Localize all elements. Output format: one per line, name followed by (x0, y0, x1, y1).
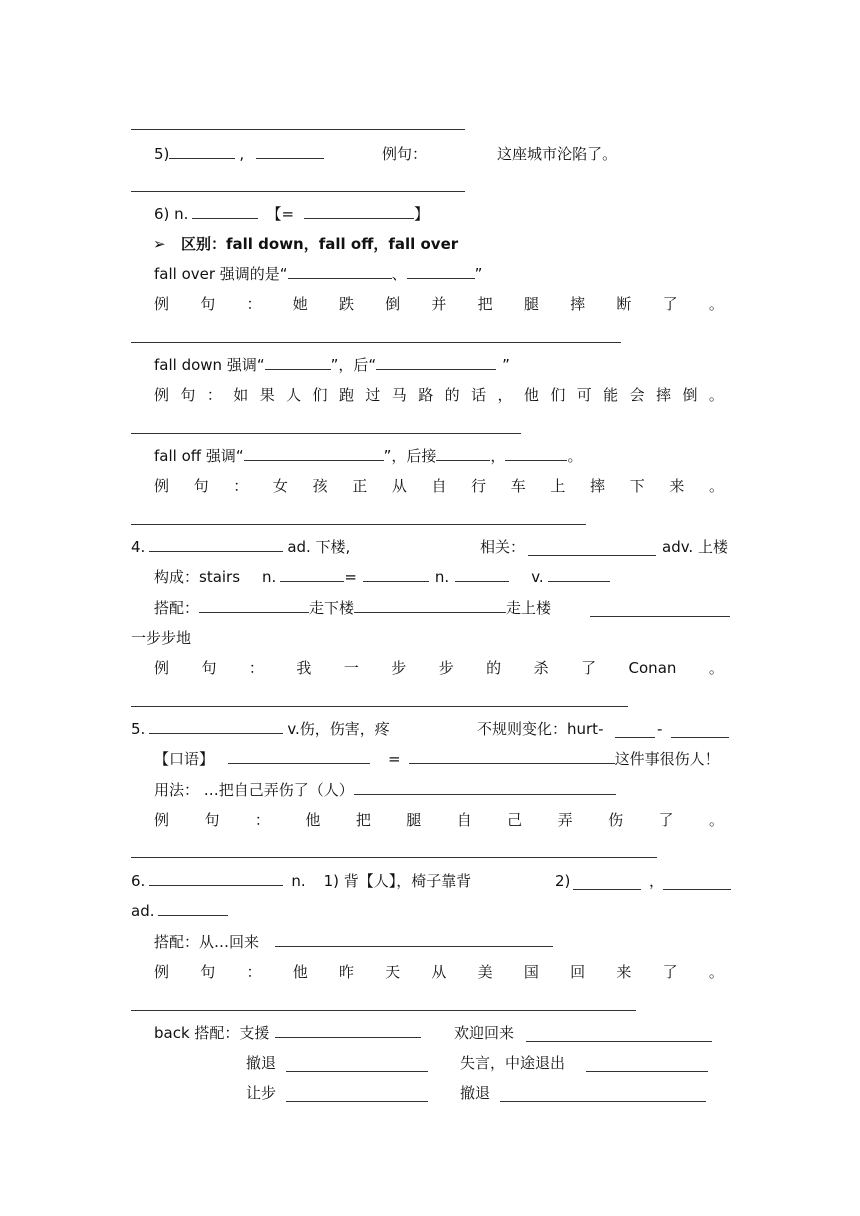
text-segment: 例 (154, 295, 170, 313)
answer-line (131, 191, 465, 192)
text-segment: = (388, 750, 401, 768)
blank[interactable] (586, 1057, 708, 1072)
text-segment: 例 (382, 145, 398, 163)
text-segment: 回 (570, 963, 586, 981)
fall-off-line (154, 446, 582, 466)
text-segment: ： (233, 477, 249, 495)
text-segment: 5. (131, 720, 146, 738)
question-6 (131, 871, 731, 891)
text-segment: n. (434, 568, 450, 586)
text-segment: 步 (391, 659, 407, 677)
answer-line (131, 857, 657, 858)
blank[interactable] (149, 537, 283, 552)
text-segment: 例 (154, 659, 170, 677)
text-segment: 行 (471, 477, 487, 495)
question-4-form (154, 567, 610, 587)
blank[interactable] (671, 723, 729, 738)
text-segment: 倒 (682, 386, 698, 404)
difference-heading (153, 234, 458, 254)
text-segment: ” (502, 356, 510, 374)
blank[interactable] (455, 567, 509, 582)
text-segment: ， (497, 386, 513, 404)
text-segment: 倒 (385, 295, 401, 313)
blank[interactable] (265, 355, 331, 370)
text-segment: 步 (438, 659, 454, 677)
blank[interactable] (407, 264, 475, 279)
text-segment: 欢迎回来 (454, 1024, 515, 1042)
blank[interactable] (286, 1057, 428, 1072)
text-segment: ： (248, 659, 264, 677)
answer-line (131, 524, 586, 525)
text-segment: 们 (550, 386, 566, 404)
text-segment: 上 (550, 477, 566, 495)
text-segment: 搭配： (154, 599, 200, 617)
text-segment: 一步步地 (131, 629, 192, 647)
example-line (154, 385, 724, 405)
text-segment: 自 (431, 477, 447, 495)
question-4-step (131, 628, 191, 648)
text-segment: adv. 上楼 (662, 538, 728, 556)
text-segment: v.伤，伤害，疼 (287, 720, 390, 738)
blank[interactable] (149, 719, 283, 734)
blank[interactable] (363, 567, 429, 582)
text-segment: 6) n. (154, 205, 189, 223)
text-segment: 座 (512, 145, 528, 163)
text-segment: 。 (708, 963, 724, 981)
blank[interactable] (500, 1087, 706, 1102)
text-segment: 句 (204, 811, 220, 829)
text-segment: 过 (365, 386, 381, 404)
item-6 (154, 204, 429, 224)
text-segment: 自 (456, 811, 472, 829)
blank[interactable] (280, 567, 344, 582)
question-4 (131, 537, 731, 557)
question-4-collocation (154, 598, 730, 618)
text-segment: ， (490, 447, 506, 465)
text-segment: 并 (431, 295, 447, 313)
text-segment: 1) 背【人】，椅子靠背 (323, 872, 472, 890)
text-segment: 。 (708, 295, 724, 313)
text-segment: 果 (259, 386, 275, 404)
text-segment: 孩 (312, 477, 328, 495)
text-segment: 例 (154, 963, 170, 981)
text-segment: 】 (414, 205, 430, 223)
text-segment: 他 (305, 811, 321, 829)
text-segment: 了 (658, 811, 674, 829)
text-segment: 从 (431, 963, 447, 981)
text-segment: 句 (201, 659, 217, 677)
blank[interactable] (354, 598, 506, 613)
blank[interactable] (526, 1027, 712, 1042)
blank[interactable] (590, 602, 730, 617)
text-segment: ad. 下楼, (287, 538, 351, 556)
item-5 (154, 144, 724, 164)
text-segment: 腿 (523, 295, 539, 313)
text-segment: 。 (708, 477, 724, 495)
text-segment: 了 (662, 295, 678, 313)
text-segment: - (657, 720, 663, 738)
answer-line (131, 433, 521, 434)
question-5-usage (154, 780, 616, 800)
text-segment: ” (474, 265, 483, 283)
example-label (382, 144, 462, 164)
text-segment: ”，后“ (330, 356, 377, 374)
text-segment: 摔 (590, 477, 606, 495)
text-segment: 伤 (608, 811, 624, 829)
answer-line (131, 129, 465, 130)
example-line (154, 294, 724, 314)
text-segment: 城 (527, 145, 543, 163)
text-segment: = (344, 568, 357, 586)
text-segment: 断 (616, 295, 632, 313)
text-segment: 构成：stairs (154, 568, 241, 586)
blank[interactable] (409, 749, 615, 764)
text-segment: 跌 (338, 295, 354, 313)
text-segment: 了 (587, 145, 603, 163)
example-sentence (497, 144, 724, 164)
blank[interactable] (354, 780, 616, 795)
blank[interactable] (304, 204, 414, 219)
text-segment: 句 (180, 386, 196, 404)
text-segment: 我 (296, 659, 312, 677)
text-segment: fall over 强调的是“ (154, 265, 288, 283)
text-segment: ： (412, 145, 428, 163)
blank[interactable] (275, 932, 553, 947)
blank[interactable] (169, 144, 235, 159)
blank[interactable] (548, 567, 610, 582)
blank[interactable] (505, 446, 567, 461)
text-segment: 例 (154, 386, 170, 404)
blank[interactable] (573, 875, 641, 890)
text-segment: 。 (708, 811, 724, 829)
example-line (154, 476, 724, 496)
text-segment: 腿 (406, 811, 422, 829)
question-6-ad (131, 901, 228, 921)
answer-line (131, 1010, 636, 1011)
text-segment: back 搭配：支援 (154, 1024, 270, 1042)
example-line (154, 962, 724, 982)
text-segment: 从 (391, 477, 407, 495)
text-segment: 国 (523, 963, 539, 981)
text-segment: 沦 (557, 145, 573, 163)
text-segment: 。 (567, 447, 583, 465)
example-line (154, 810, 724, 830)
text-segment: 句 (193, 477, 209, 495)
text-segment: fall down 强调“ (154, 356, 265, 374)
blank[interactable] (663, 875, 731, 890)
answer-line (131, 706, 628, 707)
arrow-icon: ➢ (153, 235, 166, 253)
text-segment: 的 (444, 386, 460, 404)
text-segment: 6. (131, 872, 146, 890)
text-segment: 路 (418, 386, 434, 404)
text-segment: 杀 (533, 659, 549, 677)
text-segment: 例 (154, 477, 170, 495)
text-segment: 这件事很伤人！ (614, 750, 720, 768)
text-segment: ”，后接 (383, 447, 437, 465)
text-segment: 【口语】 (154, 750, 215, 768)
text-segment: 他 (292, 963, 308, 981)
question-5 (131, 719, 731, 739)
text-segment: 走上楼 (506, 599, 552, 617)
text-segment: 如 (233, 386, 249, 404)
text-segment: 摔 (570, 295, 586, 313)
blank[interactable] (149, 871, 283, 886)
text-segment: v. (531, 568, 544, 586)
blank[interactable] (376, 355, 496, 370)
text-segment: ， (649, 872, 665, 890)
text-segment: ： (206, 386, 222, 404)
text-segment: 句 (200, 963, 216, 981)
text-segment: 能 (603, 386, 619, 404)
text-segment: 相关： (480, 538, 526, 556)
blank[interactable] (288, 264, 392, 279)
question-6-collocation (154, 932, 553, 952)
text-segment: 己 (507, 811, 523, 829)
text-segment: Conan (628, 659, 677, 677)
text-segment: 昨 (338, 963, 354, 981)
text-segment: 人 (286, 386, 302, 404)
text-segment: 一 (343, 659, 359, 677)
text-segment: 们 (312, 386, 328, 404)
text-segment: 。 (708, 659, 724, 677)
text-segment: 把 (355, 811, 371, 829)
text-segment: 这 (497, 145, 513, 163)
blank[interactable] (256, 144, 324, 159)
text-segment: 了 (581, 659, 597, 677)
blank[interactable] (192, 204, 258, 219)
text-segment: 马 (391, 386, 407, 404)
text-segment: 撤退 (246, 1054, 277, 1072)
text-segment: ad. (131, 902, 155, 920)
text-segment: 市 (542, 145, 558, 163)
text-segment: 2) (555, 872, 571, 890)
text-segment: n. (262, 568, 277, 586)
text-segment: 把 (477, 295, 493, 313)
blank[interactable] (615, 723, 655, 738)
text-segment: 下 (629, 477, 645, 495)
text-segment: ： (246, 295, 262, 313)
text-segment: 区别：fall down，fall off，fall over (181, 235, 459, 253)
text-segment: 女 (272, 477, 288, 495)
blank[interactable] (436, 446, 490, 461)
back-collocation-1 (154, 1023, 724, 1043)
text-segment: 话 (471, 386, 487, 404)
text-segment: 撤退 (460, 1084, 491, 1102)
fall-over-line (154, 264, 482, 284)
text-segment: 来 (616, 963, 632, 981)
question-5-oral (154, 749, 720, 769)
text-segment: 车 (510, 477, 526, 495)
text-segment: 天 (385, 963, 401, 981)
text-segment: 。 (708, 386, 724, 404)
text-segment: 陷 (572, 145, 588, 163)
text-segment: 跑 (338, 386, 354, 404)
text-segment: 的 (486, 659, 502, 677)
text-segment: 可 (576, 386, 592, 404)
blank[interactable] (528, 541, 656, 556)
text-segment: 、 (391, 265, 407, 283)
text-segment: 句 (200, 295, 216, 313)
text-segment: fall off 强调“ (154, 447, 244, 465)
text-segment: 美 (477, 963, 493, 981)
text-segment: 例 (154, 811, 170, 829)
text-segment: 5) (154, 145, 170, 163)
text-segment: ： (246, 963, 262, 981)
text-segment: 会 (629, 386, 645, 404)
text-segment: 【= (266, 205, 295, 223)
text-segment: 4. (131, 538, 146, 556)
text-segment: 弄 (557, 811, 573, 829)
text-segment: , (239, 145, 245, 163)
text-segment: n. (291, 872, 306, 890)
text-segment: 用法： …把自己弄伤了（人） (154, 781, 354, 799)
text-segment: 摔 (656, 386, 672, 404)
text-segment: 不规则变化：hurt- (477, 720, 604, 738)
blank[interactable] (199, 598, 309, 613)
text-segment: 她 (292, 295, 308, 313)
blank[interactable] (286, 1087, 428, 1102)
text-segment: 搭配：从…回来 (154, 933, 260, 951)
text-segment: 走下楼 (309, 599, 355, 617)
text-segment: 失言，中途退出 (460, 1054, 566, 1072)
text-segment: 句 (397, 145, 413, 163)
text-segment: 他 (523, 386, 539, 404)
blank[interactable] (275, 1023, 421, 1038)
fall-down-line (154, 355, 510, 375)
answer-line (131, 342, 621, 343)
blank[interactable] (228, 749, 370, 764)
text-segment: 。 (602, 145, 618, 163)
blank[interactable] (158, 901, 228, 916)
blank[interactable] (244, 446, 384, 461)
text-segment: 了 (662, 963, 678, 981)
text-segment: ： (254, 811, 270, 829)
text-segment: 来 (669, 477, 685, 495)
example-line (154, 658, 724, 678)
text-segment: 正 (352, 477, 368, 495)
text-segment: 让步 (246, 1084, 277, 1102)
